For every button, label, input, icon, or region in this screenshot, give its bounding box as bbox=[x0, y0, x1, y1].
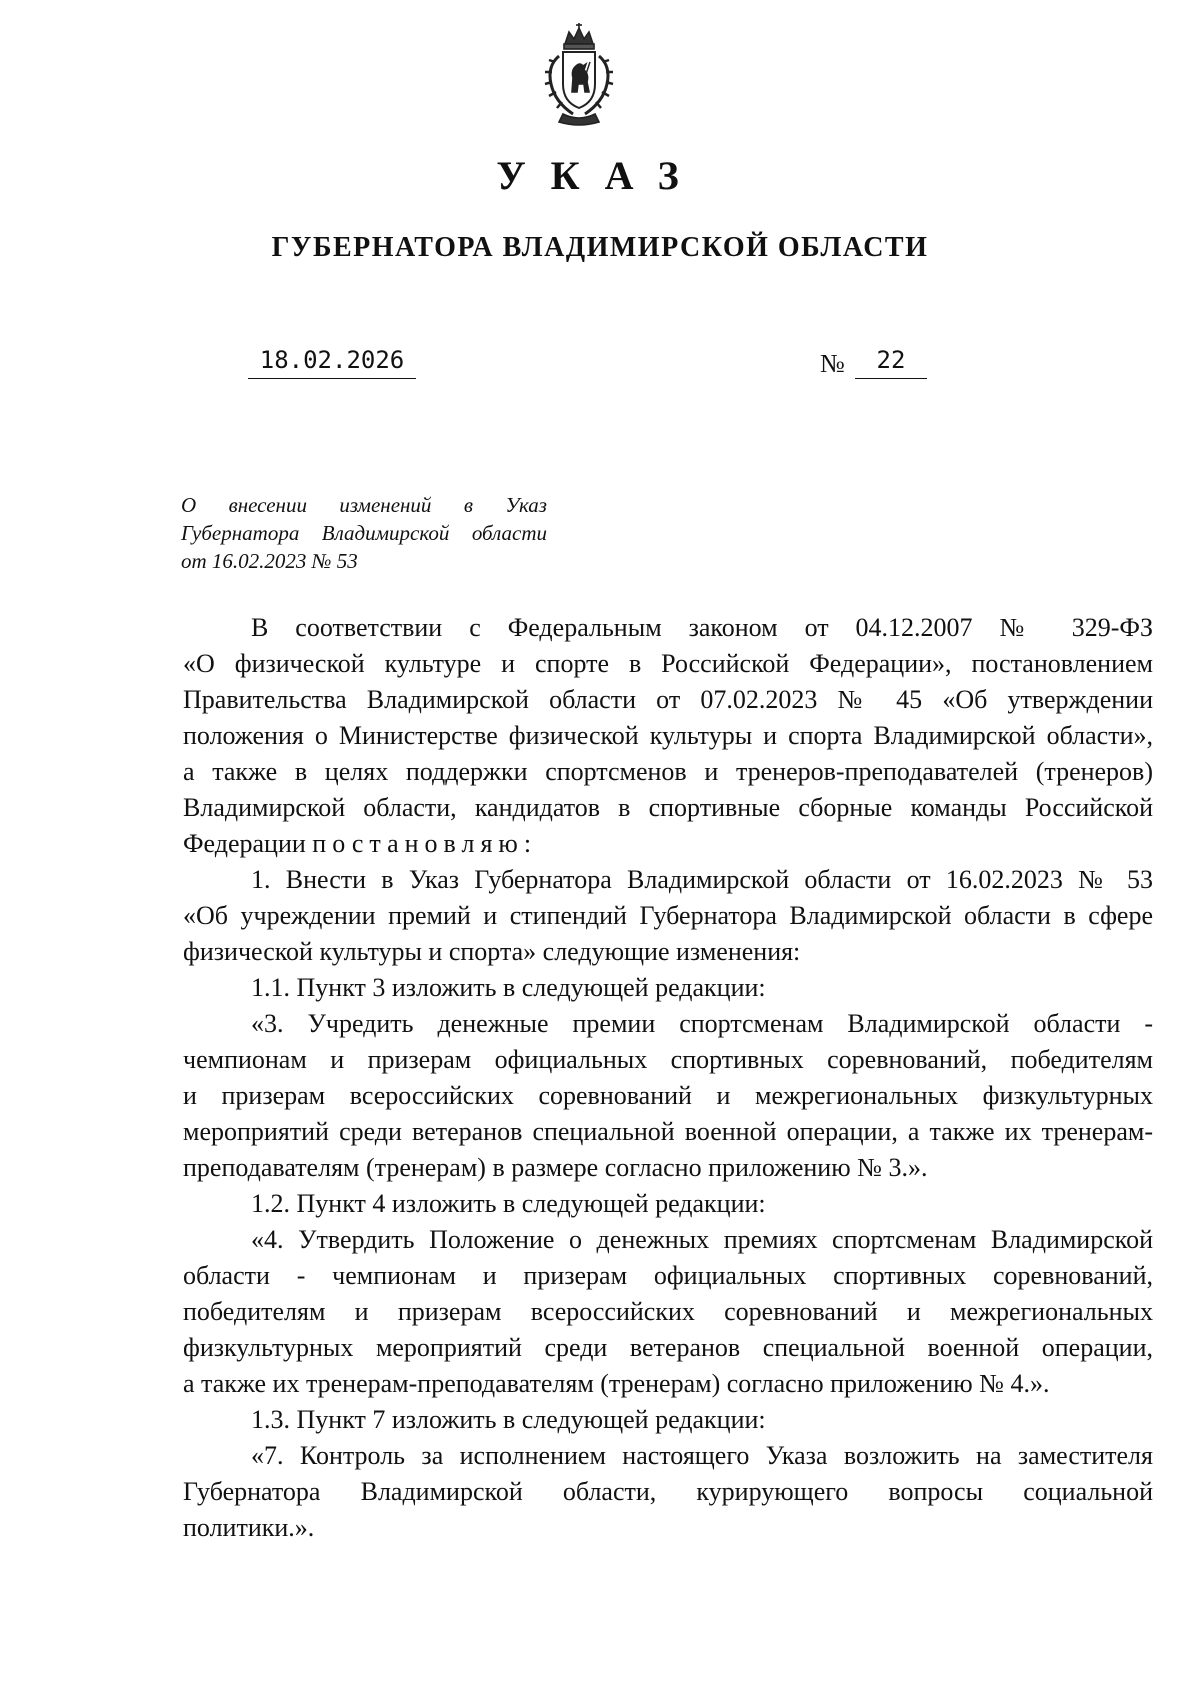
body-line: области - чемпионам и призерам официальных спортивных соревнований, bbox=[183, 1261, 1153, 1290]
body-line-resolve bbox=[183, 826, 1153, 862]
resolve-word: постановляю: bbox=[312, 829, 538, 858]
body-line: физкультурных мероприятий среди ветеранов специальной военной операции, bbox=[183, 1333, 1153, 1362]
body-line: «О физической культуре и спорте в Российской Федерации», постановлением bbox=[183, 649, 1153, 678]
body-line: преподавателям (тренерам) в размере согласно приложению № 3.». bbox=[183, 1153, 928, 1182]
coat-of-arms-icon bbox=[533, 22, 625, 126]
body-line: Губернатора Владимирской области, курирующего вопросы социальной bbox=[183, 1477, 1153, 1506]
subject-line: О внесении изменений в Указ bbox=[181, 493, 547, 517]
body-line: и призерам всероссийских соревнований и межрегиональных физкультурных bbox=[183, 1081, 1153, 1110]
document-date: 18.02.2026 bbox=[248, 346, 416, 379]
resolve-lead: Федерации bbox=[183, 829, 306, 858]
body-line: физической культуры и спорта» следующие изменения: bbox=[183, 937, 801, 966]
body-line: «3. Учредить денежные премии спортсменам Владимирской области - bbox=[251, 1009, 1153, 1038]
body-line: «4. Утвердить Положение о денежных премиях спортсменам Владимирской bbox=[251, 1225, 1153, 1254]
body-line: 1.1. Пункт 3 изложить в следующей редакции: bbox=[251, 973, 766, 1002]
body-line: 1.3. Пункт 7 изложить в следующей редакции: bbox=[251, 1405, 766, 1434]
body-line: мероприятий среди ветеранов специальной военной операции, а также их тренерам- bbox=[183, 1117, 1153, 1146]
body-line: Правительства Владимирской области от 07.02.2023 № 45 «Об утверждении bbox=[183, 685, 1153, 714]
body-line: а также их тренерам-преподавателям (тренерам) согласно приложению № 4.». bbox=[183, 1369, 1050, 1398]
body-line: 1. Внести в Указ Губернатора Владимирской области от 16.02.2023 № 53 bbox=[251, 865, 1153, 894]
body-line: победителям и призерам всероссийских соревнований и межрегиональных bbox=[183, 1297, 1153, 1326]
document-body bbox=[183, 610, 1153, 1546]
body-line: «Об учреждении премий и стипендий Губернатора Владимирской области в сфере bbox=[183, 901, 1153, 930]
document-number: 22 bbox=[855, 346, 927, 379]
body-line: 1.2. Пункт 4 изложить в следующей редакции: bbox=[251, 1189, 766, 1218]
subject-line: от 16.02.2023 № 53 bbox=[181, 549, 358, 573]
number-label: № bbox=[820, 349, 845, 378]
body-line: Владимирской области, кандидатов в спортивные сборные команды Российской bbox=[183, 793, 1153, 822]
body-line: чемпионам и призерам официальных спортивных соревнований, победителям bbox=[183, 1045, 1153, 1074]
document-subject bbox=[181, 491, 547, 575]
body-line: В соответствии с Федеральным законом от 04.12.2007 № 329-ФЗ bbox=[251, 613, 1153, 642]
document-title: УКАЗ bbox=[496, 153, 704, 198]
body-line: «7. Контроль за исполнением настоящего Указа возложить на заместителя bbox=[251, 1441, 1153, 1470]
subject-line: Губернатора Владимирской области bbox=[181, 521, 547, 545]
body-line: положения о Министерстве физической культуры и спорта Владимирской области», bbox=[183, 721, 1153, 750]
body-line: а также в целях поддержки спортсменов и тренеров-преподавателей (тренеров) bbox=[183, 757, 1153, 786]
document-issuer: ГУБЕРНАТОРА ВЛАДИМИРСКОЙ ОБЛАСТИ bbox=[271, 232, 929, 263]
body-line: политики.». bbox=[183, 1513, 315, 1542]
